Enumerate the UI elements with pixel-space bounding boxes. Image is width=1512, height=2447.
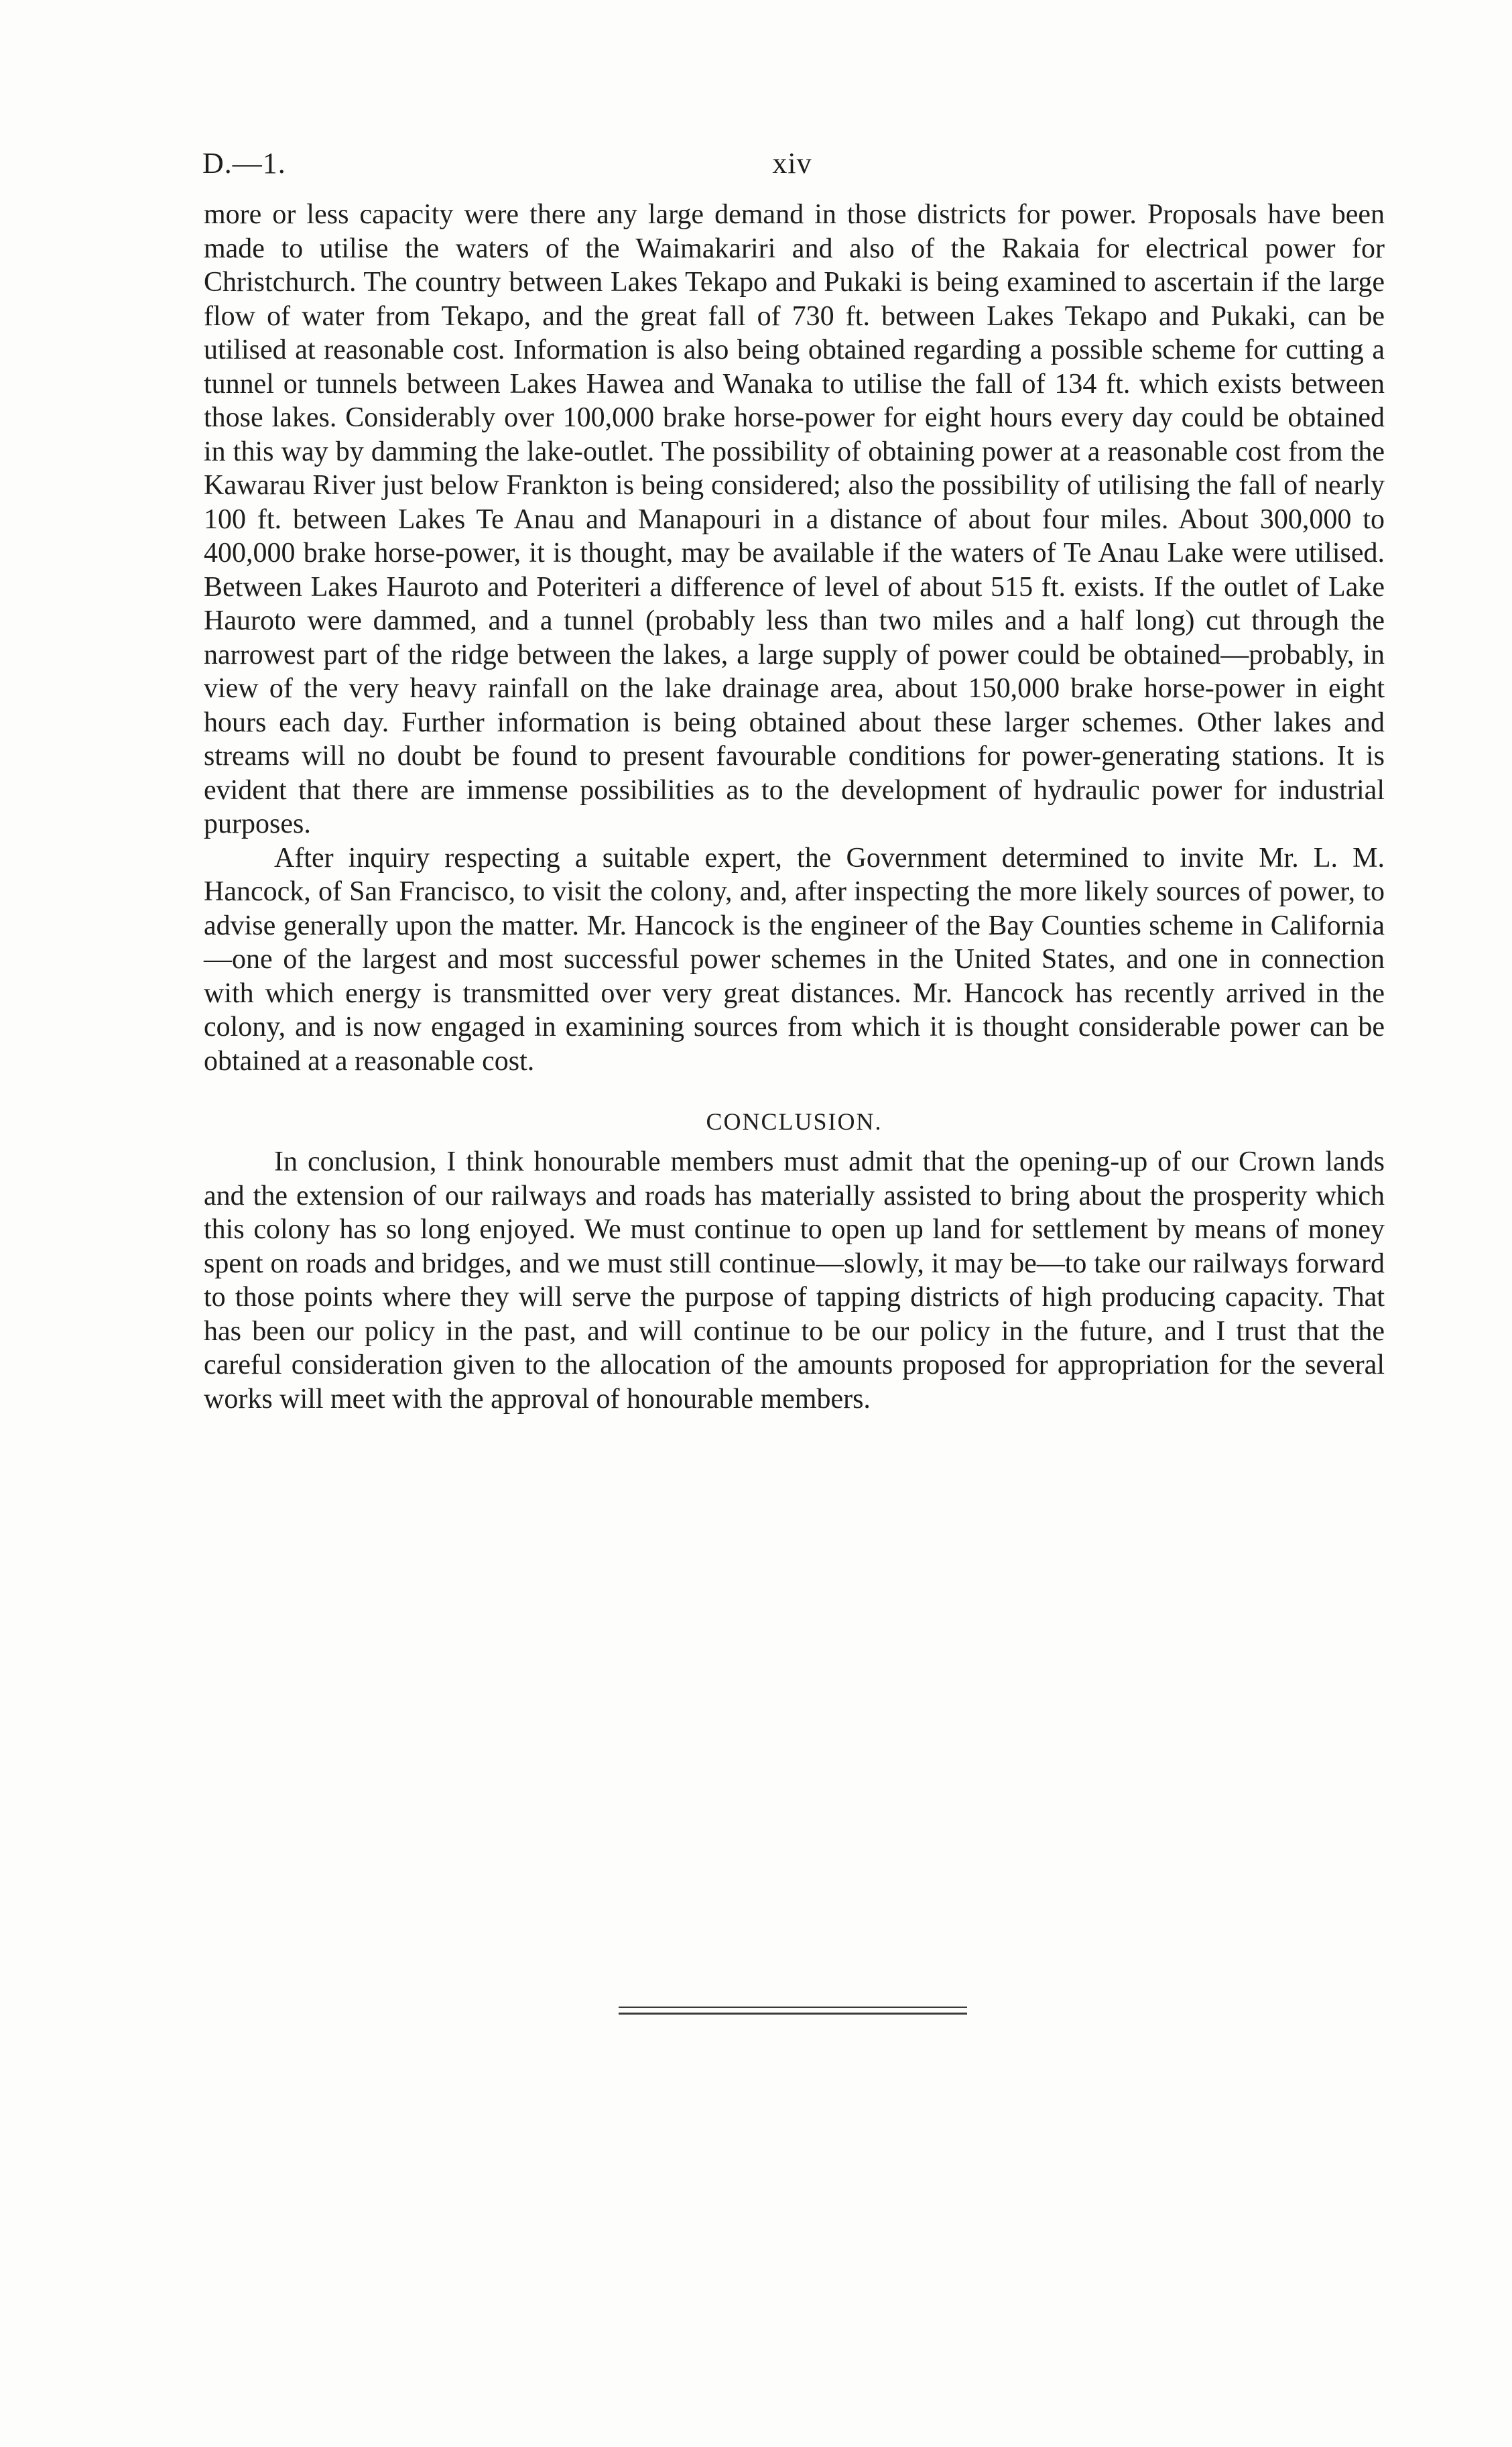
end-rule-divider bbox=[619, 2007, 967, 2019]
end-rule-line bbox=[619, 2013, 967, 2015]
end-rule-line bbox=[619, 2007, 967, 2008]
document-code: D.—1. bbox=[202, 147, 286, 180]
paragraph-power-schemes: more or less capacity were there any large demand in those districts for power. Proposals have been made to utilise the waters of the Waimakariri and also of the Rakaia for electrical power for Christchurch. The country between Lakes Tekapo and Pukaki is being examined to ascertain if the large flow of water from Tekapo, and the great fall of 730 ft. between Lakes Tekapo and Pukaki, can be utilised at reasonable cost. Information is also being obtained regarding a possible scheme for cutting a tunnel or tunnels between Lakes Hawea and Wanaka to utilise the fall of 134 ft. which exists between those lakes. Considerably over 100,000 brake horse-power for eight hours every day could be obtained in this way by damming the lake-outlet. The possibility of obtaining power at a reasonable cost from the Kawarau River just below Frankton is being considered; also the possibility of utilising the fall of nearly 100 ft. between Lakes Te Anau and Manapouri in a distance of about four miles. About 300,000 to 400,000 brake horse-power, it is thought, may be available if the waters of Te Anau Lake were utilised. Between Lakes Hauroto and Poteriteri a difference of level of about 515 ft. exists. If the outlet of Lake Hauroto were dammed, and a tunnel (probably less than two miles and a half long) cut through the narrowest part of the ridge between the lakes, a large supply of power could be obtained—probably, in view of the very heavy rainfall on the lake drainage area, about 150,000 brake horse-power in eight hours each day. Further information is being obtained about these larger schemes. Other lakes and streams will no doubt be found to present favourable conditions for power-generating stations. It is evident that there are immense possibilities as to the development of hydraulic power for industrial purposes. bbox=[204, 199, 1385, 839]
conclusion-heading: CONCLUSION. bbox=[706, 1108, 883, 1135]
body-text bbox=[204, 198, 1385, 1416]
paragraph-conclusion: In conclusion, I think honourable members must admit that the opening-up of our Crown lands and the extension of our railways and roads has materially assisted to bring about the prosperity which this colony has so long enjoyed. We must continue to open up land for settlement by means of money spent on roads and bridges, and we must still continue—slowly, it may be—to take our railways forward to those points where they will serve the purpose of tapping districts of high producing capacity. That has been our policy in the past, and will continue to be our policy in the future, and I trust that the careful consideration given to the allocation of the amounts proposed for appropriation for the several works will meet with the approval of honourable members. bbox=[204, 1146, 1385, 1415]
page-number: xiv bbox=[772, 147, 812, 180]
running-head bbox=[202, 146, 1382, 186]
paragraph-hancock: After inquiry respecting a suitable expert, the Government determined to invite Mr. L. M. Hancock, of San Francisco, to visit the colony, and, after inspecting the more likely sources of power, to advise generally upon the matter. Mr. Hancock is the engineer of the Bay Counties scheme in California —one of the largest and most successful power schemes in the United States, and one in connection with which energy is transmitted over very great distances. Mr. Hancock has recently arrived in the colony, and is now engaged in examining sources from which it is thought considerable power can be obtained at a reasonable cost. bbox=[204, 842, 1385, 1077]
